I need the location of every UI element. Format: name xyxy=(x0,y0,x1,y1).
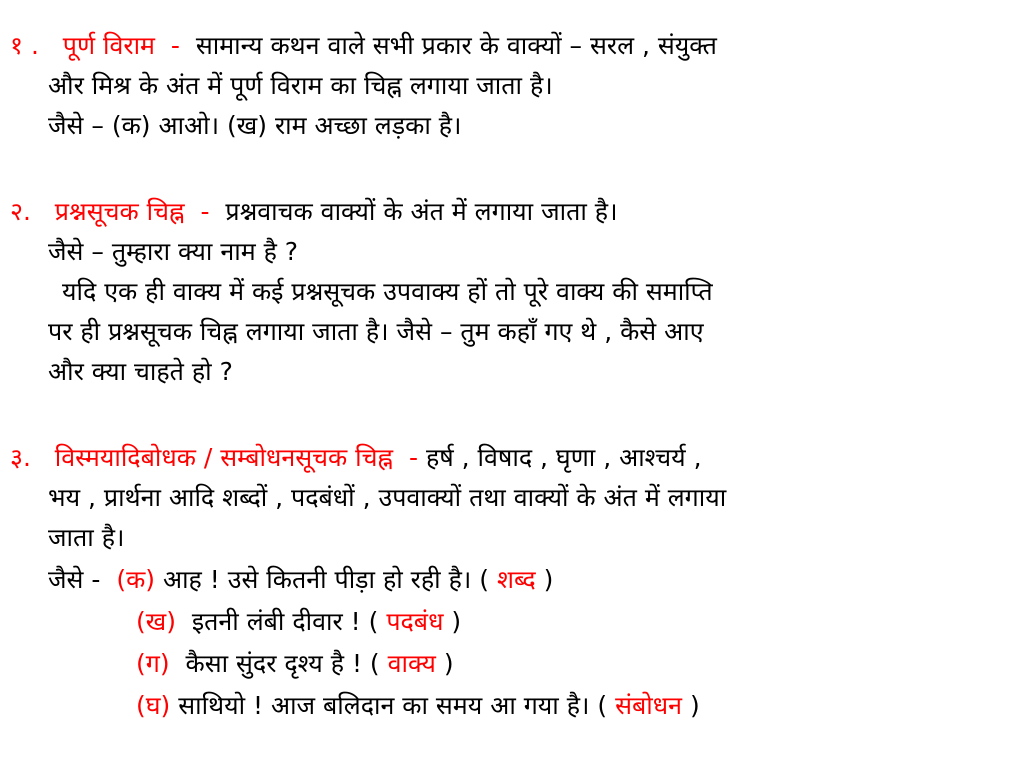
section3-example-1 xyxy=(48,560,553,600)
example-type: वाक्य xyxy=(387,649,436,678)
example-close: ) xyxy=(543,565,554,594)
section1-heading-line xyxy=(10,26,717,66)
section2-title: प्रश्नसूचक चिह्न xyxy=(54,197,185,226)
section3-desc-line1: हर्ष , विषाद , घृणा , आश्चर्य , xyxy=(425,443,702,472)
section2-number: २. xyxy=(10,197,31,226)
section3-example-4 xyxy=(136,686,700,726)
section2-note-line3: और क्या चाहते हो ? xyxy=(48,357,233,386)
example-text: कैसा सुंदर दृश्य है ! ( xyxy=(185,649,380,678)
section1-number: १ . xyxy=(10,31,39,60)
example-label: (ग) xyxy=(136,649,170,678)
example-type: संबोधन xyxy=(615,691,683,720)
section3-example-2 xyxy=(136,602,461,642)
example-prefix: जैसे - xyxy=(48,565,101,594)
example-text: इतनी लंबी दीवार ! ( xyxy=(191,607,379,636)
section1-desc-line2: और मिश्र के अंत में पूर्ण विराम का चिह्न लगाया जाता है। xyxy=(48,71,553,100)
section1-title: पूर्ण विराम xyxy=(62,31,155,60)
section2-note-line2: पर ही प्रश्नसूचक चिह्न लगाया जाता है। जैसे – तुम कहाँ गए थे , कैसे आए xyxy=(48,317,704,346)
section3-heading-line xyxy=(10,438,702,478)
example-label: (घ) xyxy=(136,691,171,720)
section3-example-3 xyxy=(136,644,454,684)
example-label: (ख) xyxy=(136,607,176,636)
section2-dash: - xyxy=(200,197,210,226)
section2-desc-line1: प्रश्नवाचक वाक्यों के अंत में लगाया जाता है। xyxy=(225,197,618,226)
example-text: आह ! उसे कितनी पीड़ा हो रही है। ( xyxy=(163,565,490,594)
example-label: (क) xyxy=(116,565,156,594)
example-close: ) xyxy=(689,691,700,720)
example-text: साथियो ! आज बलिदान का समय आ गया है। ( xyxy=(178,691,608,720)
section2-heading-line xyxy=(10,192,618,232)
section3-desc-line3: जाता है। xyxy=(48,523,125,552)
example-type: पदबंध xyxy=(386,607,444,636)
example-type: शब्द xyxy=(497,565,536,594)
example-close: ) xyxy=(443,649,454,678)
example-close: ) xyxy=(451,607,462,636)
section1-desc-line1: सामान्य कथन वाले सभी प्रकार के वाक्यों – सरल , संयुक्त xyxy=(195,31,717,60)
section3-number: ३. xyxy=(10,443,31,472)
section3-title: विस्मयादिबोधक / सम्बोधनसूचक चिह्न xyxy=(54,443,394,472)
section1-dash: - xyxy=(170,31,180,60)
section2-example: जैसे – तुम्हारा क्या नाम है ? xyxy=(48,237,299,266)
section2-note-line1: यदि एक ही वाक्य में कई प्रश्नसूचक उपवाक्य हों तो पूरे वाक्य की समाप्ति xyxy=(62,277,713,306)
section3-desc-line2: भय , प्रार्थना आदि शब्दों , पदबंधों , उपवाक्यों तथा वाक्यों के अंत में लगाया xyxy=(48,483,727,512)
section1-example: जैसे – (क) आओ। (ख) राम अच्छा लड़का है। xyxy=(48,111,462,140)
section3-dash: - xyxy=(408,443,418,472)
